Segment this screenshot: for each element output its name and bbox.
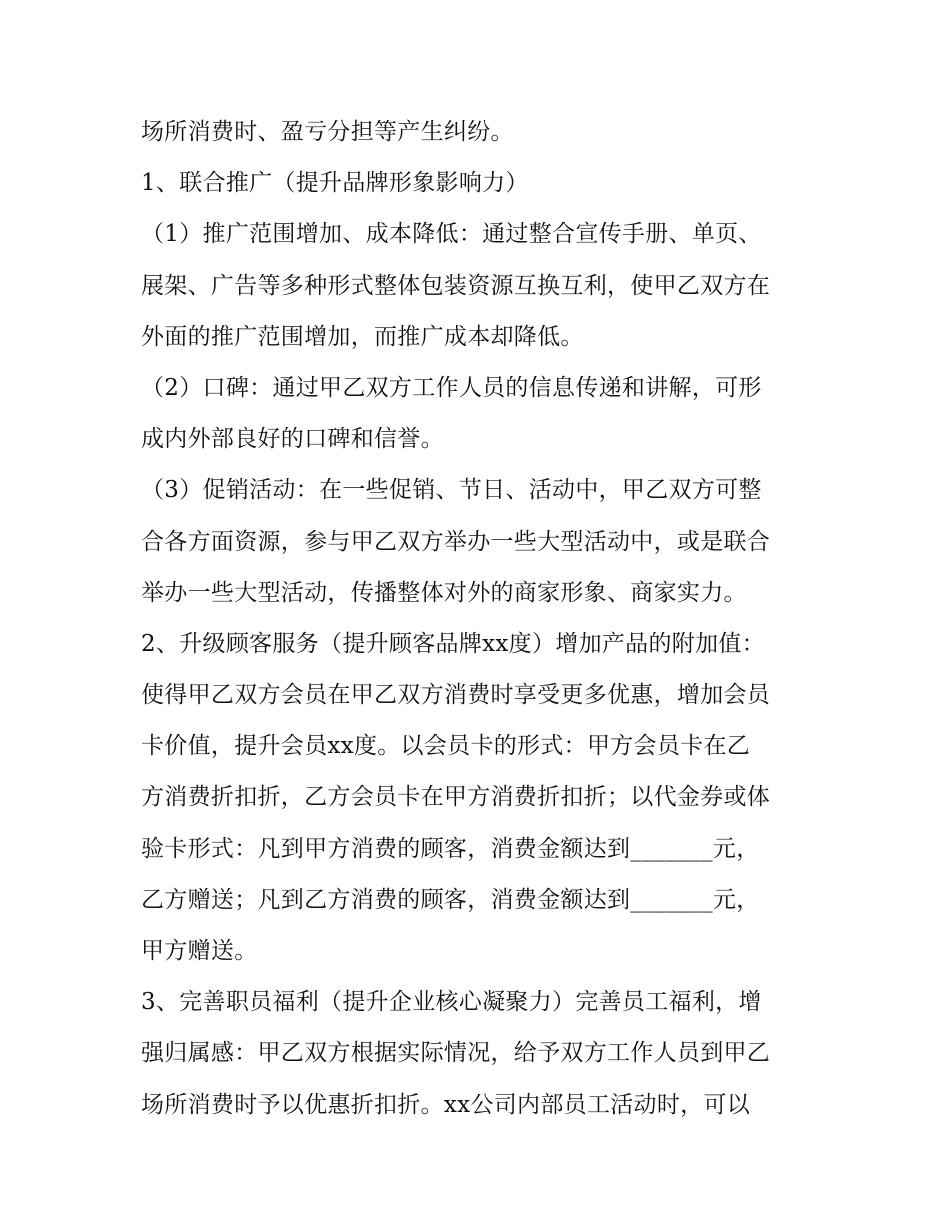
document-body — [141, 107, 831, 1131]
text-line: 使得甲乙双方会员在甲乙双方消费时享受更多优惠，增加会员 — [141, 682, 771, 709]
text-line: 外面的推广范围增加，而推广成本却降低。 — [141, 323, 584, 350]
text-line: 验卡形式：凡到甲方消费的顾客，消费金额达到_______元， — [141, 835, 760, 862]
text-line: （1）推广范围增加、成本降低：通过整合宣传手册、单页、 — [141, 221, 762, 248]
text-line: 合各方面资源，参与甲乙双方举办一些大型活动中，或是联合 — [141, 528, 771, 555]
text-line: 举办一些大型活动，传播整体对外的商家形象、商家实力。 — [141, 579, 747, 606]
text-line: 乙方赠送；凡到乙方消费的顾客，消费金额达到_______元， — [141, 886, 760, 913]
text-line: 强归属感：甲乙双方根据实际情况，给予双方工作人员到甲乙 — [141, 1040, 771, 1067]
text-line: （2）口碑：通过甲乙双方工作人员的信息传递和讲解，可形 — [141, 374, 762, 401]
text-line: 甲方赠送。 — [141, 938, 258, 964]
text-line: 场所消费时、盈亏分担等产生纠纷。 — [141, 119, 514, 145]
text-line: 展架、广告等多种形式整体包装资源互换互利，使甲乙双方在 — [141, 272, 771, 299]
text-line: 方消费折扣折，乙方会员卡在甲方消费折扣折；以代金券或体 — [141, 784, 771, 811]
text-line: （3）促销活动：在一些促销、节日、活动中，甲乙双方可整 — [141, 477, 762, 504]
section-heading: 1、联合推广（提升品牌形象影响力） — [141, 170, 529, 197]
text-line: 成内外部良好的口碑和信誉。 — [141, 426, 444, 453]
text-line: 场所消费时予以优惠折扣折。xx公司内部员工活动时，可以 — [141, 1091, 751, 1118]
section-heading: 3、完善职员福利（提升企业核心凝聚力）完善员工福利，增 — [141, 989, 762, 1016]
section-heading: 2、升级顾客服务（提升顾客品牌xx度）增加产品的附加值： — [141, 630, 765, 657]
text-line: 卡价值，提升会员xx度。以会员卡的形式：甲方会员卡在乙 — [141, 733, 751, 760]
